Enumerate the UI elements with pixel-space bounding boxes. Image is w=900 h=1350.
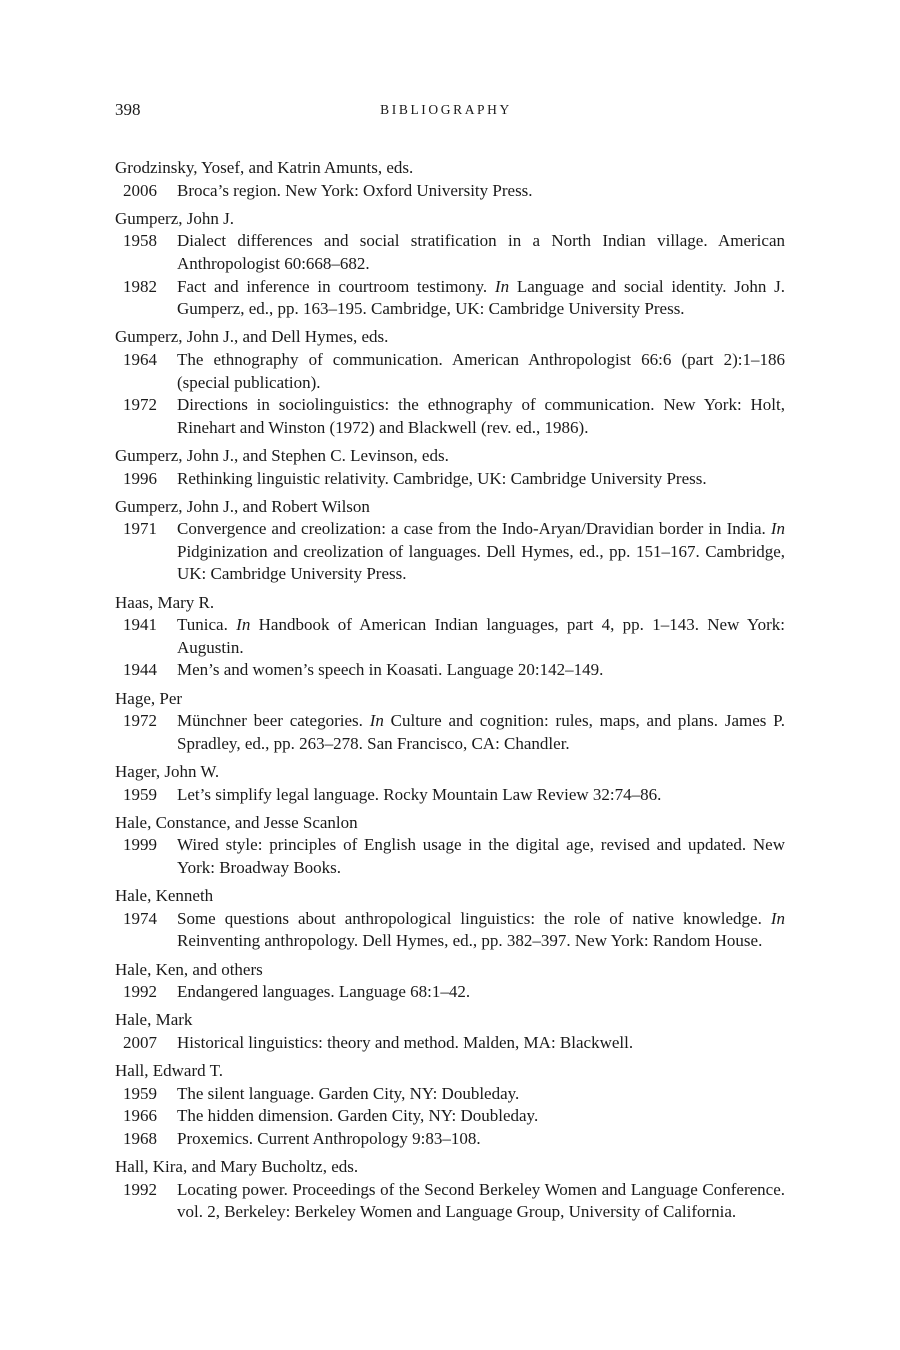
entry-work bbox=[115, 1128, 785, 1151]
citation-text: Tunica. bbox=[177, 615, 237, 635]
running-title: BIBLIOGRAPHY bbox=[380, 102, 512, 117]
work-year: 1964 bbox=[123, 349, 157, 369]
work-citation bbox=[177, 1179, 785, 1224]
bibliography-entry bbox=[115, 1009, 785, 1054]
entry-author: Hager, John W. bbox=[115, 762, 220, 781]
entry-author: Gumperz, John J., and Stephen C. Levinson, eds. bbox=[115, 445, 449, 465]
citation-italic-text: In bbox=[369, 711, 384, 731]
work-year: 1971 bbox=[123, 519, 157, 539]
entry-author: Gumperz, John J., and Robert Wilson bbox=[115, 496, 370, 516]
work-year: 1974 bbox=[123, 908, 157, 928]
work-year: 1959 bbox=[123, 784, 157, 804]
work-year: 1944 bbox=[123, 660, 157, 680]
citation-text: Reinventing anthropology. Dell Hymes, ed., pp. 382–397. New York: Random House. bbox=[177, 931, 763, 951]
entry-author: Hale, Ken, and others bbox=[115, 959, 263, 979]
citation-text: Rethinking linguistic relativity. Cambridge, UK: Cambridge University Press. bbox=[177, 468, 707, 488]
bibliography-entry bbox=[115, 592, 785, 682]
entry-work bbox=[115, 981, 785, 1004]
entry-work bbox=[115, 1105, 785, 1128]
citation-text: The silent language. Garden City, NY: Doubleday. bbox=[177, 1083, 520, 1103]
bibliography-entry bbox=[115, 959, 785, 1004]
entry-work bbox=[115, 468, 785, 491]
bibliography-list bbox=[115, 157, 785, 1229]
entry-author: Hall, Edward T. bbox=[115, 1061, 223, 1081]
citation-text: The hidden dimension. Garden City, NY: Doubleday. bbox=[177, 1106, 539, 1126]
work-year: 1966 bbox=[123, 1106, 157, 1126]
citation-text: Directions in sociolinguistics: the ethnography of communication. New York: Holt, Rinehart and Winston (1972) and Blackwell (rev. ed., 1986). bbox=[177, 395, 785, 437]
running-head bbox=[115, 100, 785, 124]
work-year: 1999 bbox=[123, 835, 157, 855]
entry-work bbox=[115, 180, 785, 203]
work-year: 1996 bbox=[123, 468, 157, 488]
citation-italic-text: In bbox=[494, 276, 510, 296]
work-citation bbox=[177, 614, 785, 659]
citation-text: Pidginization and creolization of languages. Dell Hymes, ed., pp. 151–167. Cambridge, UK: Cambridge University Press. bbox=[177, 541, 785, 584]
entry-work bbox=[115, 394, 785, 439]
work-year: 1959 bbox=[123, 1083, 157, 1103]
entry-work bbox=[115, 230, 785, 275]
bibliography-entry bbox=[115, 812, 785, 880]
work-citation bbox=[177, 834, 785, 879]
entry-work bbox=[115, 659, 785, 682]
citation-text: Fact and inference in courtroom testimony. bbox=[177, 276, 495, 296]
work-year: 1992 bbox=[123, 982, 157, 1002]
citation-text: Wired style: principles of English usage in the digital age, revised and updated. New York: Broadway Books. bbox=[177, 835, 785, 877]
entry-work bbox=[115, 784, 785, 807]
citation-text: Münchner beer categories. bbox=[177, 711, 370, 731]
entry-work bbox=[115, 710, 785, 755]
citation-text: Handbook of American Indian languages, part 4, pp. 1–143. New York: Augustin. bbox=[177, 615, 785, 657]
citation-text: Locating power. Proceedings of the Second Berkeley Women and Language Conference. vol. 2, Berkeley: Berkeley Women and Language Group, University of California. bbox=[177, 1179, 785, 1222]
work-citation bbox=[177, 394, 785, 439]
work-year: 1968 bbox=[123, 1128, 157, 1148]
work-year: 2007 bbox=[123, 1032, 157, 1052]
entry-author: Haas, Mary R. bbox=[115, 592, 215, 612]
entry-author: Hale, Mark bbox=[115, 1010, 193, 1030]
entry-work bbox=[115, 1083, 785, 1106]
citation-text: Men’s and women’s speech in Koasati. Language 20:142–149. bbox=[177, 660, 604, 680]
entry-author: Gumperz, John J., and Dell Hymes, eds. bbox=[115, 327, 389, 347]
bibliography-entry bbox=[115, 688, 785, 756]
entry-author: Hale, Kenneth bbox=[115, 886, 214, 906]
entry-work bbox=[115, 908, 785, 953]
entry-work bbox=[115, 349, 785, 394]
citation-text: The ethnography of communication. American Anthropologist 66:6 (part 2):1–186 (special publication). bbox=[177, 349, 785, 392]
entry-work bbox=[115, 1032, 785, 1055]
work-citation bbox=[177, 710, 785, 755]
entry-work bbox=[115, 518, 785, 586]
work-citation bbox=[177, 1083, 785, 1106]
work-citation bbox=[177, 981, 785, 1004]
bibliography-entry bbox=[115, 496, 785, 586]
work-citation bbox=[177, 230, 785, 275]
work-citation bbox=[177, 784, 785, 807]
citation-text: Dialect differences and social stratification in a North Indian village. American Anthropologist 60:668–682. bbox=[177, 231, 785, 273]
page-number: 398 bbox=[115, 100, 141, 119]
work-citation bbox=[177, 180, 785, 203]
work-citation bbox=[177, 1032, 785, 1055]
bibliography-entry bbox=[115, 445, 785, 490]
work-citation bbox=[177, 349, 785, 394]
entry-work bbox=[115, 614, 785, 659]
work-citation bbox=[177, 659, 785, 682]
citation-text: Endangered languages. Language 68:1–42. bbox=[177, 982, 471, 1002]
bibliography-entry bbox=[115, 1060, 785, 1150]
citation-italic-text: In bbox=[770, 908, 785, 928]
entry-author: Grodzinsky, Yosef, and Katrin Amunts, eds. bbox=[115, 158, 414, 177]
bibliography-entry bbox=[115, 885, 785, 953]
work-year: 1992 bbox=[123, 1179, 157, 1199]
work-year: 1982 bbox=[123, 276, 157, 296]
work-citation bbox=[177, 518, 785, 586]
work-year: 1972 bbox=[123, 711, 157, 731]
entry-author: Hage, Per bbox=[115, 688, 183, 708]
citation-italic-text: In bbox=[770, 519, 785, 539]
citation-text: Culture and cognition: rules, maps, and plans. James P. Spradley, ed., pp. 263–278. San Francisco, CA: Chandler. bbox=[177, 711, 786, 753]
citation-text: Historical linguistics: theory and method. Malden, MA: Blackwell. bbox=[177, 1032, 634, 1052]
citation-italic-text: In bbox=[236, 615, 251, 635]
work-year: 2006 bbox=[123, 180, 157, 200]
entry-work bbox=[115, 276, 785, 321]
entry-author: Hale, Constance, and Jesse Scanlon bbox=[115, 812, 358, 832]
bibliography-entry bbox=[115, 208, 785, 321]
work-year: 1972 bbox=[123, 395, 157, 415]
bibliography-entry bbox=[115, 326, 785, 439]
work-citation bbox=[177, 1105, 785, 1128]
citation-text: Let’s simplify legal language. Rocky Mountain Law Review 32:74–86. bbox=[177, 784, 662, 804]
entry-author: Hall, Kira, and Mary Bucholtz, eds. bbox=[115, 1157, 359, 1177]
bibliography-entry bbox=[115, 761, 785, 806]
work-citation bbox=[177, 1128, 785, 1151]
citation-text: Broca’s region. New York: Oxford University Press. bbox=[177, 180, 533, 200]
work-citation bbox=[177, 908, 785, 953]
work-year: 1941 bbox=[123, 615, 157, 635]
entry-work bbox=[115, 1179, 785, 1224]
work-citation bbox=[177, 276, 785, 321]
work-citation bbox=[177, 468, 785, 491]
bibliography-entry bbox=[115, 157, 785, 202]
entry-work bbox=[115, 834, 785, 879]
entry-author: Gumperz, John J. bbox=[115, 208, 234, 228]
citation-text: Some questions about anthropological linguistics: the role of native knowledge. bbox=[177, 908, 771, 928]
bibliography-entry bbox=[115, 1156, 785, 1224]
citation-text: Convergence and creolization: a case from the Indo-Aryan/Dravidian border in India. bbox=[177, 519, 771, 539]
citation-text: Language and social identity. John J. Gumperz, ed., pp. 163–195. Cambridge, UK: Cambridge University Press. bbox=[177, 276, 785, 319]
work-year: 1958 bbox=[123, 231, 157, 251]
citation-text: Proxemics. Current Anthropology 9:83–108. bbox=[177, 1128, 481, 1148]
